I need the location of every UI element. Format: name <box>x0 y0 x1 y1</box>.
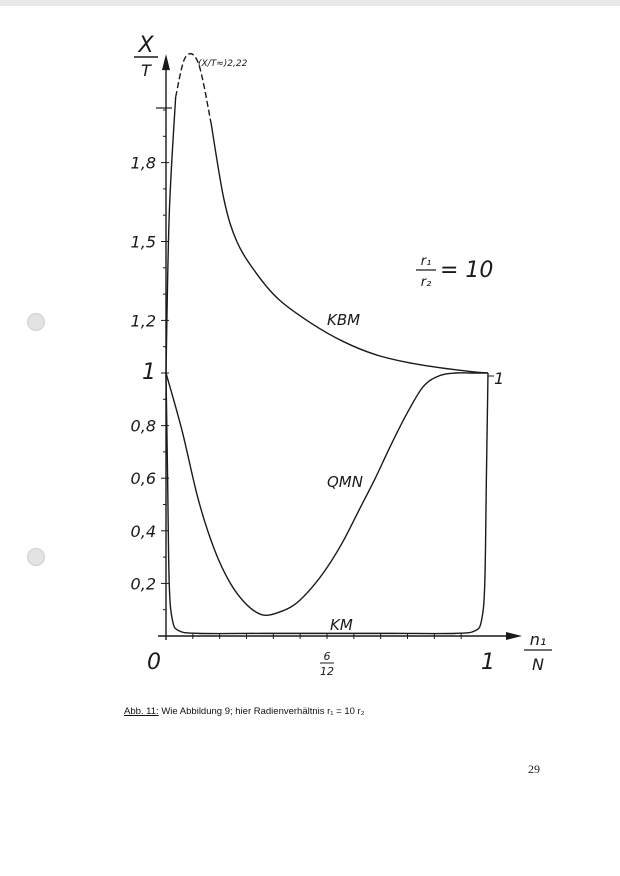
x-axis-arrow <box>506 632 522 640</box>
caption-label: Abb. 11: <box>124 706 159 717</box>
curve-label-qmn: QMN <box>327 473 363 491</box>
y-tick-label: 0,4 <box>130 521 156 541</box>
ratio-label-r2: r₂ <box>420 275 432 290</box>
y-tick-label: 1 <box>142 360 156 385</box>
curve-label-km: KM <box>330 616 353 634</box>
figure-caption <box>124 706 364 717</box>
y-tick-label: 1,8 <box>130 153 156 173</box>
ratio-label-value: = 10 <box>440 258 494 283</box>
y-axis-label-numerator: X <box>138 33 154 58</box>
x-tick-label-numerator: 6 <box>323 650 331 663</box>
x-tick-label: 0 <box>147 650 161 675</box>
x-axis-label-numerator: n₁ <box>529 630 547 649</box>
x-tick-label-denominator: 12 <box>320 665 334 678</box>
y-axis-arrow <box>162 54 170 70</box>
curve-kbm-fall <box>211 123 488 373</box>
y-tick-label: 0,2 <box>130 574 156 594</box>
x-tick-label-fraction <box>320 650 334 678</box>
y-tick-label: 0,6 <box>130 469 156 489</box>
axes <box>156 54 522 640</box>
peak-annotation: (X/T≈)2,22 <box>198 59 248 69</box>
curve-qmn <box>166 373 488 616</box>
x-axis-label-denominator: N <box>532 655 544 674</box>
x-tick-label: 1 <box>481 650 495 675</box>
caption-text: Wie Abbildung 9; hier Radienverhältnis r₁ = 10 r₂ <box>158 706 365 717</box>
y-tick-label: 0,8 <box>130 416 156 436</box>
curve-kbm-rise <box>166 97 176 373</box>
curve-km <box>166 373 488 634</box>
y-axis-label-denominator: T <box>141 61 151 80</box>
right-end-label: 1 <box>494 369 505 388</box>
ratio-label-r1: r₁ <box>420 254 432 269</box>
y-tick-label: 1,5 <box>130 232 156 252</box>
curves <box>166 54 488 634</box>
curve-label-kbm: KBM <box>327 311 361 329</box>
y-tick-label: 1,2 <box>130 311 156 331</box>
tick-labels <box>131 154 495 678</box>
page-number: 29 <box>528 762 540 776</box>
